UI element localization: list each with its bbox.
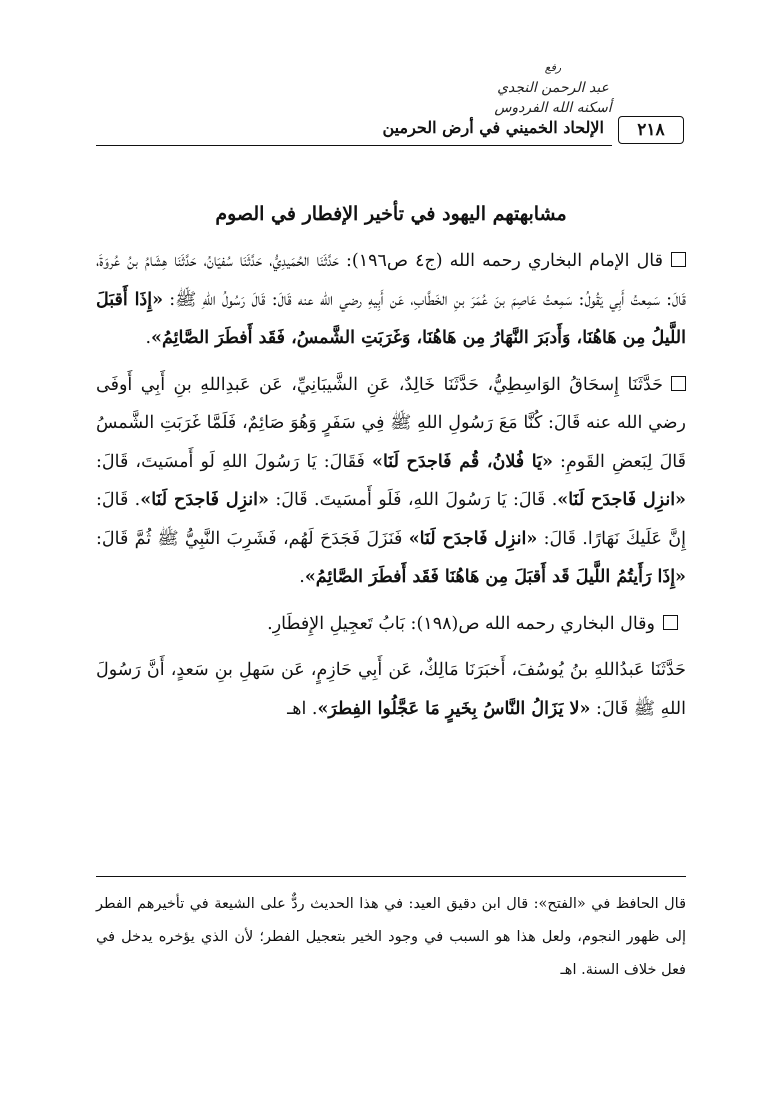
- paragraph-bukhari-3: [96, 651, 686, 728]
- header-rule: [96, 145, 612, 146]
- paragraph-text: . اهـ: [287, 698, 318, 719]
- paragraph-chapter: [96, 605, 686, 644]
- paragraph-text: حَدَّثَنَا عَبدُاللهِ بنُ يُوسُفَ، أَخبَرَنَا مَالِكٌ، عَن أَبِي حَازِمٍ، عَن سَهلِ بنِ سَعدٍ، أَنَّ رَسُولَ اللهِ ﷺ قَالَ:: [96, 660, 686, 719]
- footnote: [96, 888, 686, 987]
- paragraph-text: . قَالَ: إِنَّ عَلَيكَ نَهَارًا. قَالَ:: [96, 490, 687, 549]
- paragraph-text: .: [299, 567, 305, 587]
- stamp-line-3: أسكنه الله الفردوس: [494, 100, 612, 116]
- book-title: الإلحاد الخميني في أرض الحرمين: [382, 118, 604, 137]
- paragraph-bukhari-2: [96, 366, 686, 597]
- stamp-line-2: عبد الرحمن النجدي: [497, 80, 609, 96]
- paragraph-text: فَنَزَلَ فَجَدَحَ لَهُم، فَشَرِبَ النَّبِيُّ ﷺ ثُمَّ قَالَ:: [96, 528, 409, 549]
- paragraph-text: قال الإمام البخاري رحمه الله (ج٤ ص١٩٦): حَدَّثَنَا الحُمَيدِيُّ، حَدَّثَنَا سُفيَانُ، حَدَّثَنَا هِشَامُ بنُ عُروَةَ، قَالَ: سَمِعتُ أَبِي يَقُولُ: سَمِعتُ عَاصِمَ بنَ عُمَرَ بنِ الخَطَّابِ، عَن أَبِيهِ رضي الله عنه قَالَ: قَالَ رَسُولُ اللهِ ﷺ:: [96, 251, 686, 310]
- paragraph-text: وقال البخاري رحمه الله ص(١٩٨): بَابُ تَعجِيلِ الإِفطَارِ.: [267, 613, 655, 634]
- section-title: مشابهتهم اليهود في تأخير الإفطار في الصوم: [215, 203, 567, 225]
- footnote-separator: [96, 876, 686, 877]
- paragraph-marker-icon: [671, 252, 686, 267]
- stamp-line-1: رفع: [544, 61, 562, 74]
- paragraph-text: فَقَالَ: يَا رَسُولَ اللهِ لَو أَمسَيتَ، قَالَ:: [96, 451, 373, 472]
- hadith-text: «انزِل فَاجدَح لَنَا»: [140, 490, 269, 510]
- hadith-text: «يَا فُلانُ، قُم فَاجدَح لَنَا»: [372, 451, 553, 472]
- paragraph-text: .: [145, 328, 152, 348]
- paragraph-marker-icon: [663, 615, 678, 630]
- hadith-text: «لا يَزَالُ النَّاسُ بِخَيرٍ مَا عَجَّلُوا الفِطرَ»: [317, 698, 591, 719]
- hadith-text: «انزِل فَاجدَح لَنَا»: [408, 528, 538, 549]
- paragraph-text: حَدَّثَنَا إِسحَاقُ الوَاسِطِيُّ، حَدَّثَنَا خَالِدٌ، عَنِ الشَّيبَانِيِّ، عَن عَبدِاللهِ بنِ أَبِي أَوفَى رضي الله عنه قَالَ: كُنَّا مَعَ رَسُولِ اللهِ ﷺ فِي سَفَرٍ وَهُوَ صَائِمٌ، فَلَمَّا غَرَبَتِ الشَّمسُ قَالَ لِبَعضِ القَومِ:: [96, 374, 686, 472]
- hadith-text: «إِذَا أَقبَلَ اللَّيلُ مِن هَاهُنَا، وَأَدبَرَ النَّهَارُ مِن هَاهُنَا، وَغَرَبَتِ الشَّمسُ، فَقَد أَفطَرَ الصَّائِمُ»: [96, 289, 686, 348]
- ownership-stamp: [478, 58, 628, 118]
- paragraph-bukhari-1: [96, 242, 686, 358]
- paragraph-text: . قَالَ: يَا رَسُولَ اللهِ، فَلَو أَمسَيتَ. قَالَ:: [268, 490, 558, 510]
- page-number: ٢١٨: [618, 116, 684, 144]
- footnote-text: قال الحافظ في «الفتح»: قال ابن دقيق العيد: في هذا الحديث ردٌّ على الشيعة في تأخيرهم الفطر إلى ظهور النجوم، ولعل هذا هو السبب في وجود الخير بتعجيل الفطر؛ لأن الذي يؤخره يدخل في فعل خلاف السنة. اهـ: [96, 896, 686, 978]
- main-text: [96, 242, 686, 736]
- paragraph-marker-icon: [671, 376, 686, 391]
- running-header: [96, 116, 684, 146]
- hadith-text: «إِذَا رَأَيتُمُ اللَّيلَ قَد أَقبَلَ مِن هَاهُنَا فَقَد أَفطَرَ الصَّائِمُ»: [304, 567, 686, 587]
- hadith-text: «انزِل فَاجدَح لَنَا»: [557, 490, 686, 510]
